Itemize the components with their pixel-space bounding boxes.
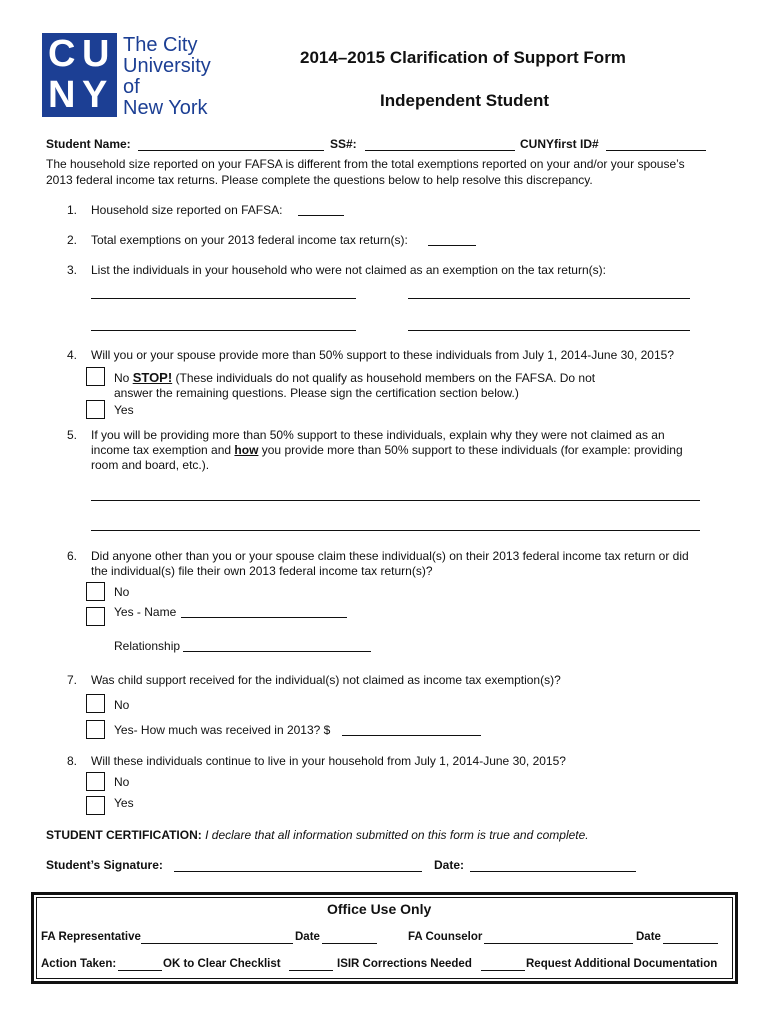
intro-line-2: 2013 federal income tax returns. Please complete the questions below to help resolve this discrepancy. (46, 173, 593, 187)
q6-name-field[interactable] (181, 617, 347, 618)
q7-number: 7. (67, 673, 78, 687)
q4-yes-checkbox[interactable] (86, 400, 105, 419)
q2-number: 2. (67, 233, 78, 247)
q3-text: List the individuals in your household who were not claimed as an exemption on the tax return(s): (91, 263, 606, 277)
q7-no-label: No (114, 698, 130, 712)
fa-counselor-label: FA Counselor (408, 931, 483, 943)
student-name-label: Student Name: (46, 137, 131, 151)
cuny-logo-mark (42, 33, 117, 117)
q5-line-2c: you provide more than 50% support to these individuals (for example: providing (258, 443, 683, 457)
q8-no-label: No (114, 775, 130, 789)
q4-stop-text: STOP! (132, 370, 173, 385)
q8-yes-checkbox[interactable] (86, 796, 105, 815)
q3-number: 3. (67, 263, 78, 277)
q1-answer-field[interactable] (298, 215, 344, 216)
q3-individual-field-2[interactable] (408, 298, 690, 299)
signature-field[interactable] (174, 871, 422, 872)
ok-checklist-mark-field[interactable] (118, 970, 162, 971)
fa-rep-date-field[interactable] (322, 943, 377, 944)
q5-explanation-field-2[interactable] (91, 530, 700, 531)
logo-letter-u: U (82, 33, 111, 75)
q6-no-label: No (114, 585, 130, 599)
signature-date-label: Date: (434, 858, 465, 872)
q4-yes-label: Yes (114, 403, 134, 417)
q5-explanation-field-1[interactable] (91, 500, 700, 501)
q6-relationship-field[interactable] (183, 651, 371, 652)
signature-label: Student’s Signature: (46, 858, 163, 872)
q8-text: Will these individuals continue to live in your household from July 1, 2014-June 30, 2015? (91, 754, 566, 768)
fa-counselor-date-label: Date (636, 931, 661, 943)
form-subtitle: Independent Student (380, 91, 550, 110)
ss-label: SS#: (330, 137, 357, 151)
q6-line-1: Did anyone other than you or your spouse claim these individual(s) on their 2013 federal income tax return or did (91, 549, 689, 563)
isir-corrections-mark-field[interactable] (289, 970, 333, 971)
fa-rep-date-label: Date (295, 931, 320, 943)
logo-letter-c: C (48, 33, 77, 75)
q6-yes-label: Yes - Name (114, 605, 177, 619)
logo-line-3: of (123, 76, 140, 98)
q2-text: Total exemptions on your 2013 federal income tax return(s): (91, 233, 408, 247)
q8-no-checkbox[interactable] (86, 772, 105, 791)
logo-letter-y: Y (82, 74, 109, 116)
q8-yes-label: Yes (114, 796, 134, 810)
q5-line-3: room and board, etc.). (91, 458, 210, 472)
certification-statement: I declare that all information submitted on this form is true and complete. (201, 828, 589, 842)
q8-number: 8. (67, 754, 78, 768)
q7-no-checkbox[interactable] (86, 694, 105, 713)
q5-line-2a: income tax exemption and (91, 443, 235, 457)
student-name-field[interactable] (138, 150, 324, 151)
q6-yes-checkbox[interactable] (86, 607, 105, 626)
certification-label: STUDENT CERTIFICATION: (46, 828, 202, 842)
q4-stop-explanation-2: answer the remaining questions. Please sign the certification section below.) (114, 386, 519, 400)
q2-answer-field[interactable] (428, 245, 476, 246)
q3-individual-field-4[interactable] (408, 330, 690, 331)
request-docs-mark-field[interactable] (481, 970, 525, 971)
q5-number: 5. (67, 428, 78, 442)
q6-relationship-label: Relationship (114, 639, 181, 653)
form-title: 2014–2015 Clarification of Support Form (300, 48, 626, 67)
request-additional-documentation-label: Request Additional Documentation (526, 958, 718, 970)
cunyfirst-id-field[interactable] (606, 150, 706, 151)
q3-individual-field-3[interactable] (91, 330, 356, 331)
ss-field[interactable] (365, 150, 515, 151)
q1-number: 1. (67, 203, 78, 217)
q7-yes-label: Yes- How much was received in 2013? $ (114, 723, 331, 737)
fa-counselor-field[interactable] (484, 943, 633, 944)
student-certification (46, 828, 589, 842)
office-use-title: Office Use Only (327, 901, 432, 917)
logo-line-4: New York (123, 97, 208, 119)
q4-no-text: No (114, 371, 130, 385)
q7-amount-field[interactable] (342, 735, 481, 736)
logo-line-2: University (123, 55, 211, 77)
fa-counselor-date-field[interactable] (663, 943, 718, 944)
q1-text: Household size reported on FAFSA: (91, 203, 283, 217)
q4-number: 4. (67, 348, 78, 362)
intro-line-1: The household size reported on your FAFSA is different from the total exemptions reported on your and/or your spouse’s (46, 157, 685, 171)
q7-text: Was child support received for the individual(s) not claimed as income tax exemption(s)? (91, 673, 561, 687)
q4-text: Will you or your spouse provide more than 50% support to these individuals from July 1, 2014-June 30, 2015? (91, 348, 674, 362)
signature-date-field[interactable] (470, 871, 636, 872)
fa-representative-field[interactable] (141, 943, 293, 944)
action-taken-label: Action Taken: (41, 958, 117, 970)
logo-line-1: The City (123, 34, 198, 56)
q5-line-2 (91, 443, 683, 457)
ok-to-clear-checklist-label: OK to Clear Checklist (163, 958, 281, 970)
logo-letter-n: N (48, 74, 77, 116)
q6-line-2: the individual(s) file their own 2013 federal income tax return(s)? (91, 564, 433, 578)
q4-no-label (114, 370, 595, 385)
cunyfirst-id-label: CUNYfirst ID# (520, 137, 599, 151)
q4-stop-explanation-1: (These individuals do not qualify as household members on the FAFSA. Do not (175, 371, 596, 385)
q6-no-checkbox[interactable] (86, 582, 105, 601)
q6-number: 6. (67, 549, 78, 563)
q4-no-checkbox[interactable] (86, 367, 105, 386)
fa-representative-label: FA Representative (41, 931, 141, 943)
isir-corrections-label: ISIR Corrections Needed (337, 958, 472, 970)
q5-how-emphasis: how (234, 443, 259, 457)
q3-individual-field-1[interactable] (91, 298, 356, 299)
q7-yes-checkbox[interactable] (86, 720, 105, 739)
q5-line-1: If you will be providing more than 50% support to these individuals, explain why they were not claimed as an (91, 428, 665, 442)
